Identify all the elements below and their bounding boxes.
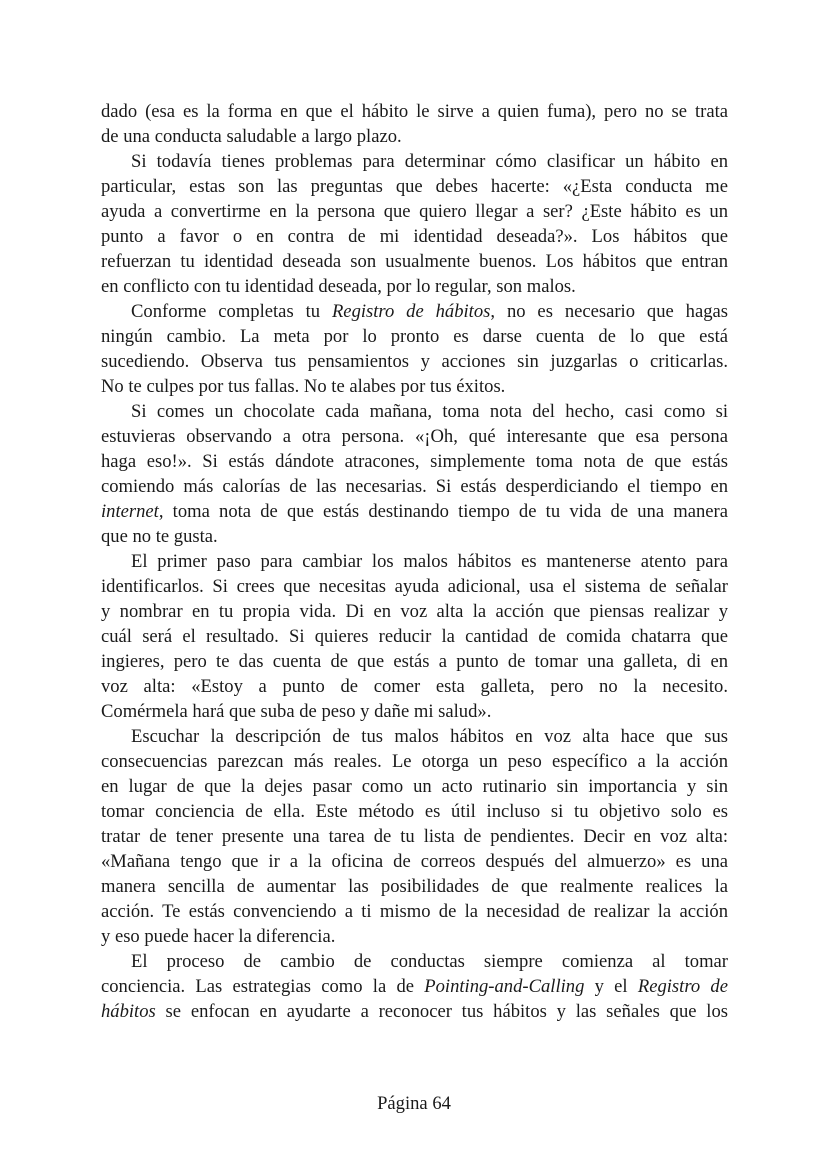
text-span: Conforme completas tu [131, 301, 332, 322]
text-line [101, 449, 728, 474]
text-line [101, 524, 728, 549]
text-span: Si comes un chocolate cada mañana, toma nota del hecho, casi como si [131, 401, 728, 422]
text-line [101, 824, 728, 849]
text-span: ingieres, pero te das cuenta de que estás a punto de tomar una galleta, di en [101, 651, 728, 672]
text-span: Comérmela hará que suba de peso y dañe mi salud». [101, 701, 492, 722]
italic-text: internet [101, 501, 159, 522]
text-span: se enfocan en ayudarte a reconocer tus hábitos y las señales que los [155, 1001, 728, 1022]
text-line [101, 699, 728, 724]
text-span: Si todavía tienes problemas para determinar cómo clasificar un hábito en [131, 151, 728, 172]
text-span: y eso puede hacer la diferencia. [101, 926, 336, 947]
text-span: No te culpes por tus fallas. No te alabes por tus éxitos. [101, 376, 506, 397]
text-line [101, 349, 728, 374]
text-line [101, 124, 728, 149]
text-line [101, 674, 728, 699]
text-line [101, 374, 728, 399]
text-line [101, 624, 728, 649]
text-span: dado (esa es la forma en que el hábito le sirve a quien fuma), pero no se trata [101, 101, 728, 122]
text-span: en conflicto con tu identidad deseada, por lo regular, son malos. [101, 276, 576, 297]
text-line [101, 149, 728, 174]
text-span: de una conducta saludable a largo plazo. [101, 126, 402, 147]
text-line [101, 724, 728, 749]
text-span: , no es necesario que hagas [490, 301, 729, 322]
text-span: El primer paso para cambiar los malos hábitos es mantenerse atento para [131, 551, 728, 572]
text-line [101, 574, 728, 599]
italic-text: hábitos [101, 1001, 156, 1022]
text-span: «Mañana tengo que ir a la oficina de correos después del almuerzo» es una [101, 851, 728, 872]
text-line [101, 324, 728, 349]
text-line [101, 849, 728, 874]
text-span: Escuchar la descripción de tus malos hábitos en voz alta hace que sus [131, 726, 728, 747]
text-span: voz alta: «Estoy a punto de comer esta galleta, pero no la necesito. [101, 676, 728, 697]
text-line [101, 874, 728, 899]
page-number: Página 64 [377, 1093, 451, 1114]
text-line [101, 224, 728, 249]
text-span: particular, estas son las preguntas que debes hacerte: «¿Esta conducta me [101, 176, 728, 197]
text-line [101, 649, 728, 674]
text-span: tratar de tener presente una tarea de tu lista de pendientes. Decir en voz alta: [101, 826, 728, 847]
text-line [101, 599, 728, 624]
italic-text: Registro de hábitos [331, 301, 491, 322]
text-line [101, 424, 728, 449]
text-line [101, 774, 728, 799]
text-span: comiendo más calorías de las necesarias. Si estás desperdiciando el tiempo en [101, 476, 728, 497]
text-line [101, 399, 728, 424]
text-span: y nombrar en tu propia vida. Di en voz alta la acción que piensas realizar y [101, 601, 728, 622]
text-span: haga eso!». Si estás dándote atracones, simplemente toma nota de que estás [101, 451, 728, 472]
text-span: consecuencias parezcan más reales. Le otorga un peso específico a la acción [101, 751, 728, 772]
text-span: identificarlos. Si crees que necesitas ayuda adicional, usa el sistema de señalar [101, 576, 728, 597]
text-span: que no te gusta. [101, 526, 218, 547]
text-span: tomar conciencia de ella. Este método es útil incluso si tu objetivo solo es [101, 801, 728, 822]
text-span: ningún cambio. La meta por lo pronto es darse cuenta de lo que está [101, 326, 728, 347]
text-span: y el [584, 976, 638, 997]
italic-text: Pointing-and-Calling [424, 976, 585, 997]
text-span: sucediendo. Observa tus pensamientos y acciones sin juzgarlas o criticarlas. [101, 351, 728, 372]
text-line [101, 999, 728, 1024]
text-span: refuerzan tu identidad deseada son usualmente buenos. Los hábitos que entran [101, 251, 728, 272]
text-line [101, 749, 728, 774]
text-line [101, 974, 728, 999]
text-line [101, 274, 728, 299]
text-line [101, 99, 728, 124]
text-span: cuál será el resultado. Si quieres reducir la cantidad de comida chatarra que [101, 626, 728, 647]
text-span: en lugar de que la dejes pasar como un acto rutinario sin importancia y sin [101, 776, 728, 797]
italic-text: Registro de [637, 976, 728, 997]
text-line [101, 899, 728, 924]
text-span: estuvieras observando a otra persona. «¡Oh, qué interesante que esa persona [101, 426, 728, 447]
text-span: ayuda a convertirme en la persona que quiero llegar a ser? ¿Este hábito es un [101, 201, 728, 222]
text-span: punto a favor o en contra de mi identidad deseada?». Los hábitos que [101, 226, 728, 247]
text-line [101, 924, 728, 949]
text-line [101, 549, 728, 574]
text-line [101, 299, 728, 324]
text-line [101, 499, 728, 524]
text-span: El proceso de cambio de conductas siempre comienza al tomar [131, 951, 728, 972]
text-span: conciencia. Las estrategias como la de [101, 976, 425, 997]
text-span: acción. Te estás convenciendo a ti mismo de la necesidad de realizar la acción [101, 901, 728, 922]
text-line [101, 949, 728, 974]
text-line [101, 174, 728, 199]
text-line [101, 799, 728, 824]
text-line [101, 199, 728, 224]
body-text [101, 99, 728, 1024]
text-span: manera sencilla de aumentar las posibilidades de que realmente realices la [101, 876, 728, 897]
text-span: , toma nota de que estás destinando tiempo de tu vida de una manera [158, 501, 728, 522]
text-line [101, 474, 728, 499]
text-line [101, 249, 728, 274]
